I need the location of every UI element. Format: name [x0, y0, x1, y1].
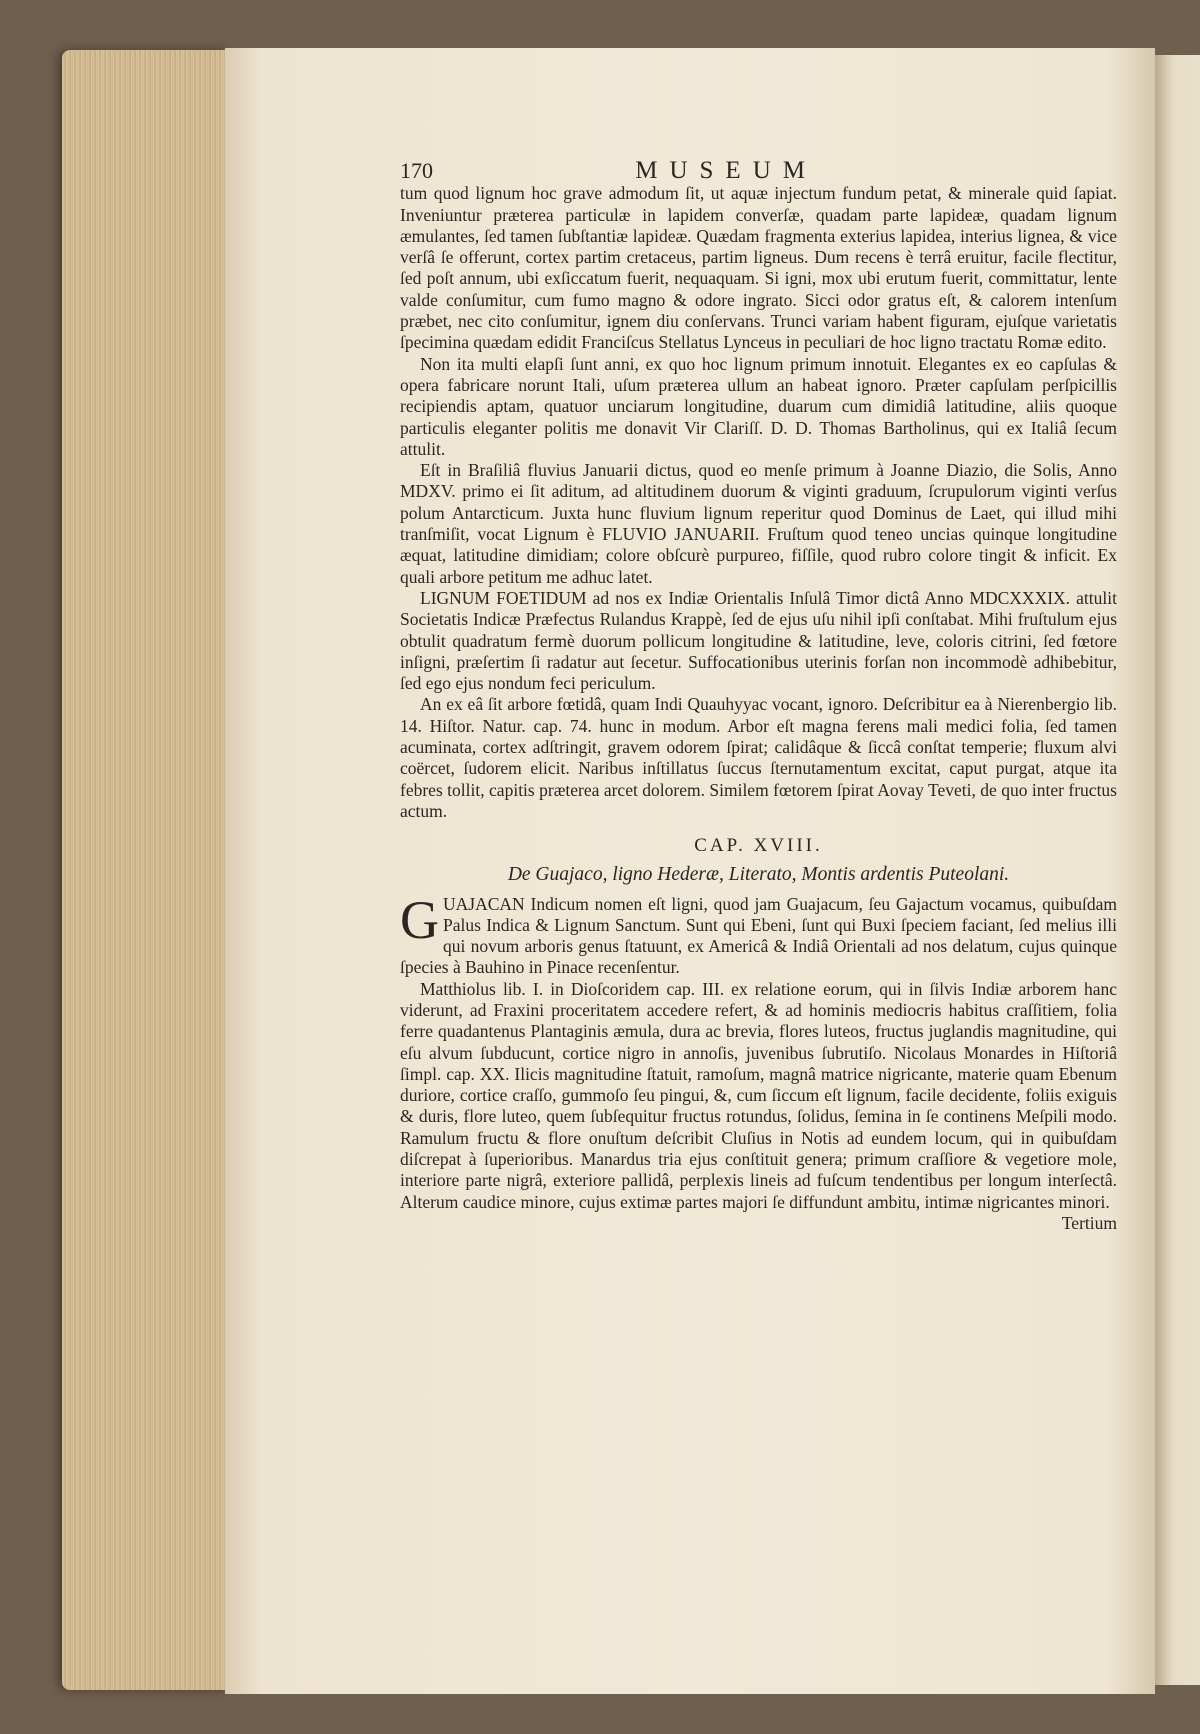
chapter-heading: CAP. XVIII.	[694, 835, 823, 857]
catchword: Tertium	[1061, 1212, 1117, 1233]
paragraph-3: Eſt in Braſiliâ fluvius Januarii dictus, quod eo menſe primum à Joanne Diazio, die Solis, Anno MDXV. primo ei ſit aditum, ad altitudinem duorum & viginti graduum, ſcrupulorum viginti verſus polum Antarcticum. Juxta hunc fluvium lignum reperitur quod Dominus de Laet, qui illud mihi tranſmiſit, vocat Lignum è FLUVIO JANUARII. Fruſtum quod teneo uncias quinque longitudine æquat, latitudine dimidiam; colore obſcurè purpureo, fiſſile, quod rubro colore tingit & inficit. Ex quali arbore petitum me adhuc latet.	[400, 460, 1117, 587]
paragraph-4: LIGNUM FOETIDUM ad nos ex Indiæ Orientalis Inſulâ Timor dictâ Anno MDCXXXIX. attulit Societatis Indicæ Præfectus Rulandus Krappè, ſed de ejus uſu nihil ipſi conſtabat. Mihi fruſtulum ejus obtulit quadratum fermè duorum pollicum longitudine & latitudine, leve, coloris citrini, ſed fœtore inſigni, præſertim ſi radatur aut ſecetur. Suffocationibus uterinis forſan non incommodè adhibebitur, ſed ego ejus nondum feci periculum.	[400, 587, 1117, 694]
page-header	[400, 157, 1117, 184]
paragraph-1: tum quod lignum hoc grave admodum ſit, ut aquæ injectum fundum petat, & minerale quid ſapiat. Inveniuntur præterea particulæ in lapidem converſæ, quadam parte lapideæ, quadam lignum æmulantes, ſed tamen ſubſtantiæ lapideæ. Quædam fragmenta exterius lapidea, interius lignea, & vice verſâ ſe offerunt, cortex partim cretaceus, partim ligneus. Dum recens è terrâ eruitur, facile flectitur, ſed poſt annum, ubi exſiccatum fuerit, nequaquam. Si igni, mox ubi erutum fuerit, committatur, lente valde conſumitur, cum fumo magno & odore ingrato. Sicci odor gratus eſt, & calorem intenſum præbet, nec cito conſumitur, ignem diu conſervans. Trunci variam habent figuram, ejuſque varietatis ſpecimina quædam edidit Franciſcus Stellatus Lynceus in peculiari de hoc ligno tractatu Romæ edito.	[400, 183, 1117, 353]
drop-cap: G	[400, 889, 439, 950]
paragraph-2: Non ita multi elapſi ſunt anni, ex quo hoc lignum primum innotuit. Elegantes ex eo capſulas & opera fabricare norunt Itali, uſum præterea ullum an habeat ignoro. Præter capſulam perſpicillis recipiendis aptam, quatuor unciarum longitudine, duarum cum dimidiâ latitudine, aliis quoque particulis eleganter politis me donavit Vir Clariſſ. D. D. Thomas Bartholinus, qui ex Italiâ ſecum attulit.	[400, 353, 1117, 459]
page-text-block	[400, 157, 1117, 1234]
book-page-edges	[62, 50, 230, 1690]
running-head: MUSEUM	[635, 157, 817, 184]
paragraph-5: An ex eâ ſit arbore fœtidâ, quam Indi Quauhyyac vocant, ignoro. Deſcribitur ea à Nierenbergio lib. 14. Hiſtor. Natur. cap. 74. hunc in modum. Arbor eſt magna ferens mali medici folia, ſed tamen acuminata, cortex adſtringit, gravem odorem ſpirat; calidâque & ſiccâ conſtat temperie; fluxum alvi coërcet, ſudorem elicit. Naribus inſtillatus ſuccus ſternutamentum excitat, caput purgat, atque ita febres tollit, capitis præterea arcet dolorem. Similem fœtorem ſpirat Aovay Teveti, de quo inter fructus actum.	[400, 694, 1117, 821]
chapter-first-paragraph	[400, 889, 1117, 979]
facing-page-edge	[1155, 55, 1200, 1685]
page-number: 170	[400, 158, 433, 183]
chapter-second-paragraph: Matthiolus lib. I. in Dioſcoridem cap. III. ex relatione eorum, qui in ſilvis Indiæ arborem hanc viderunt, ad Fraxini proceritatem accedere refert, & ad hominis mediocris habitus craſſitiem, folia ferre quadantenus Plantaginis æmula, dura ac brevia, flores luteos, fructus juglandis magnitudine, qui eſu alvum ſubducunt, cortice nigro in annoſis, juvenibus ſubrutiſo. Nicolaus Monardes in Hiſtoriâ ſimpl. cap. XX. Ilicis magnitudine ſtatuit, ramoſum, magnâ matrice nigricante, materie quam Ebenum duriore, cortice craſſo, gummoſo ſeu pingui, &, cum ſiccum eſt lignum, facile decidente, foliis exiguis & duris, flore luteo, quem ſubſequitur fructus rotundus, ſolidus, ſemina in ſe continens Meſpili modo. Ramulum fructu & flore onuſtum deſcribit Cluſius in Notis ad eundem locum, qui in quibuſdam diſcrepat à ſuperioribus. Manardus tria ejus conſtituit genera; primum craſſiore & vegetiore mole, interiore parte nigrâ, exteriore pallidâ, perplexis lineis ad fuſcum tendentibus per longum interſectâ. Alterum caudice minore, cujus extimæ partes majori ſe diffundunt ambitu, intimæ nigricantes minori.	[400, 978, 1117, 1212]
chapter-first-paragraph-text: UAJACAN Indicum nomen eſt ligni, quod jam Guajacum, ſeu Gajactum vocamus, quibuſdam Palus Indica & Lignum Sanctum. Sunt qui Ebeni, ſunt qui Buxi ſpeciem faciant, ſed melius illi qui novum arboris genus ſtatuunt, ex Americâ & Indiâ Orientali ad nos delatum, cujus quinque ſpecies à Bauhino in Pinace recenſentur.	[400, 893, 1117, 978]
chapter-title: De Guajaco, ligno Hederæ, Literato, Montis ardentis Puteolani.	[507, 863, 1010, 885]
